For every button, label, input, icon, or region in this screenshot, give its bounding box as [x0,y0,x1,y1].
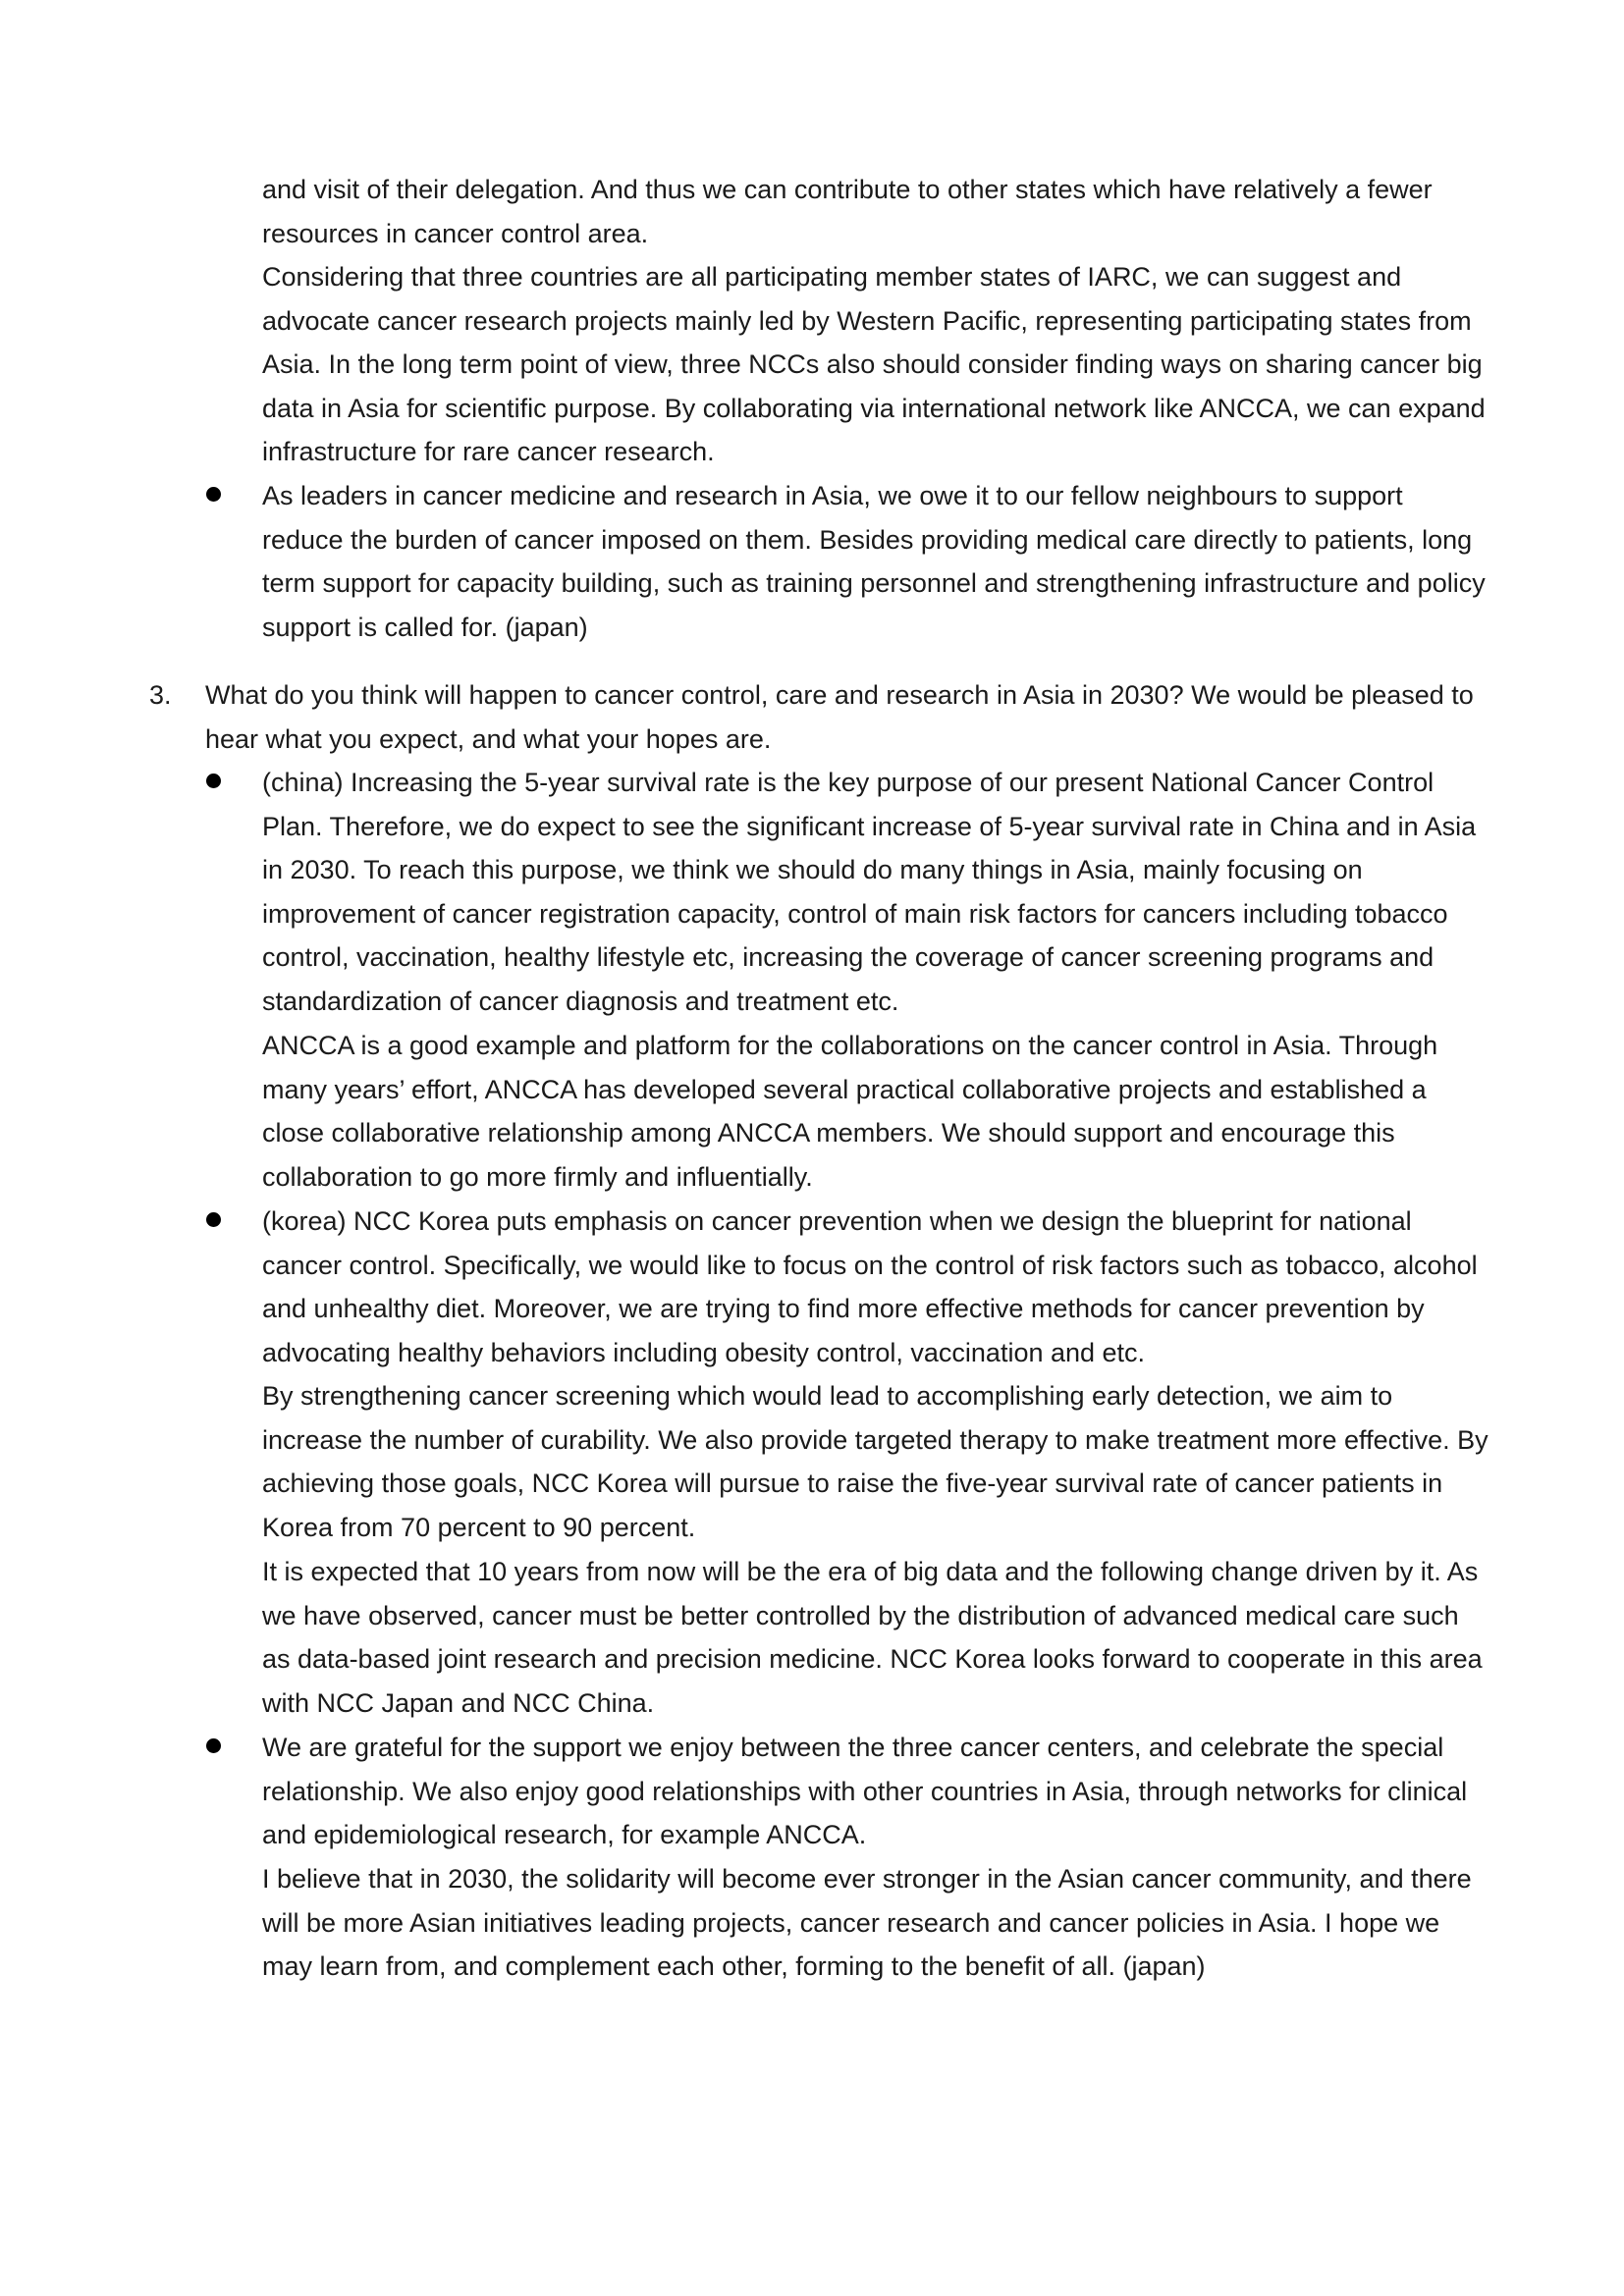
bullet-icon [206,487,221,502]
paragraph-japan-2030: I believe that in 2030, the solidarity will become ever stronger in the Asian cancer community, and there will be more Asian initiatives leading projects, cancer research and cancer policies in Asia. I hope we may learn from, and complement each other, forming to the benefit of all. (japan) [262,1864,1472,1982]
paragraph-korea-prevention: (korea) NCC Korea puts emphasis on cancer prevention when we design the blueprint for national cancer control. Specifically, we would like to focus on the control of risk factors such as tobacco, alcohol and unhealthy diet. Moreover, we are trying to find more effective methods for cancer prevention by advocating healthy behaviors including obesity control, vaccination and etc. [262,1206,1478,1367]
paragraph-korea-big-data: It is expected that 10 years from now will be the era of big data and the following change driven by it. As we have observed, cancer must be better controlled by the distribution of advanced medical care such as data-based joint research and precision medicine. NCC Korea looks forward to cooperate in this area with NCC Japan and NCC China. [262,1557,1483,1718]
paragraph-japan-gratitude: We are grateful for the support we enjoy between the three cancer centers, and celebrate the special relationship. We also enjoy good relationships with other countries in Asia, through networks for clinical and epidemiological research, for example ANCCA. [262,1733,1468,1850]
bullet-icon [206,774,221,788]
paragraph-delegation: and visit of their delegation. And thus we can contribute to other states which have relatively a fewer resources in cancer control area. [262,175,1433,248]
paragraph-japan-leaders: As leaders in cancer medicine and research in Asia, we owe it to our fellow neighbours to support reduce the burden of cancer imposed on them. Besides providing medical care directly to patients, long term support for capacity building, such as training personnel and strengthening infrastructure and policy support is called for. (japan) [262,481,1486,642]
paragraph-iarc: Considering that three countries are all participating member states of IARC, we can suggest and advocate cancer research projects mainly led by Western Pacific, representing participating states from Asia. In the long term point of view, three NCCs also should consider finding ways on sharing cancer big data in Asia for scientific purpose. By collaborating via international network like ANCCA, we can expand infrastructure for rare cancer research. [262,262,1486,467]
paragraph-china-ancca: ANCCA is a good example and platform for the collaborations on the cancer control in Asia. Through many years’ effort, ANCCA has developed several practical collaborative projects and established a close collaborative relationship among ANCCA members. We should support and encourage this collaboration to go more firmly and influentially. [262,1031,1438,1192]
paragraph-korea-screening: By strengthening cancer screening which would lead to accomplishing early detection, we aim to increase the number of curability. We also provide targeted therapy to make treatment more effective. By achieving those goals, NCC Korea will pursue to raise the five-year survival rate of cancer patients in Korea from 70 percent to 90 percent. [262,1381,1489,1542]
question-text: What do you think will happen to cancer control, care and research in Asia in 2030? We would be pleased to hear what you expect, and what your hopes are. [205,680,1474,754]
question-number: 3. [149,680,172,710]
bullet-icon [206,1738,221,1753]
bullet-icon [206,1212,221,1227]
paragraph-china-plan: (china) Increasing the 5-year survival rate is the key purpose of our present National Cancer Control Plan. Therefore, we do expect to see the significant increase of 5-year survival rate in China and in Asia in 2030. To reach this purpose, we think we should do many things in Asia, mainly focusing on improvement of cancer registration capacity, control of main risk factors for cancers including tobacco control, vaccination, healthy lifestyle etc, increasing the coverage of cancer screening programs and standardization of cancer diagnosis and treatment etc. [262,768,1477,1016]
